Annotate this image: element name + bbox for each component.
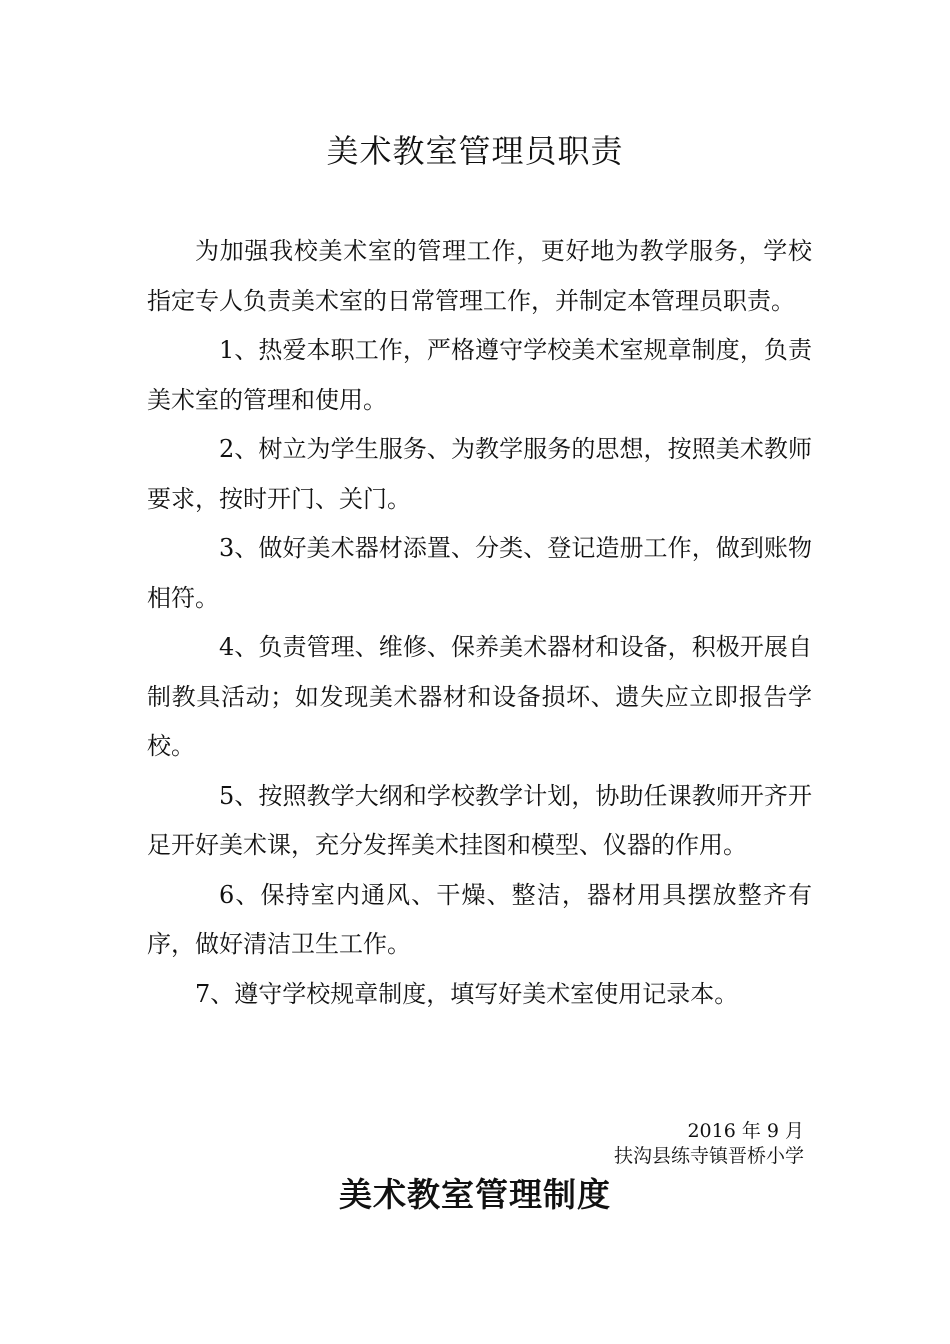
footer-date: 2016 年 9 月 xyxy=(687,1120,804,1142)
intro-paragraph: 为加强我校美术室的管理工作，更好地为教学服务，学校指定专人负责美术室的日常管理工作，并制定本管理员职责。 xyxy=(147,237,812,315)
document-body xyxy=(147,227,812,1019)
duty-item-2: 2、树立为学生服务、为教学服务的思想，按照美术教师要求，按时开门、关门。 xyxy=(147,435,812,513)
duty-item-4: 4、负责管理、维修、保养美术器材和设备，积极开展自制教具活动；如发现美术器材和设备损坏、遗失应立即报告学校。 xyxy=(147,633,812,760)
document-footer xyxy=(614,1119,804,1169)
footer-school: 扶沟县练寺镇晋桥小学 xyxy=(613,1145,804,1167)
duty-item-5: 5、按照教学大纲和学校教学计划，协助任课教师开齐开足开好美术课，充分发挥美术挂图和模型、仪器的作用。 xyxy=(147,781,812,859)
duty-item-1: 1、热爱本职工作，严格遵守学校美术室规章制度，负责美术室的管理和使用。 xyxy=(147,336,812,414)
duty-item-7: 7、遵守学校规章制度，填写好美术室使用记录本。 xyxy=(195,979,739,1008)
next-section-title: 美术教室管理制度 xyxy=(339,1175,611,1214)
document-title: 美术教室管理员职责 xyxy=(326,132,624,170)
duty-item-6: 6、保持室内通风、干燥、整洁，器材用具摆放整齐有序，做好清洁卫生工作。 xyxy=(147,880,812,958)
duty-item-3: 3、做好美术器材添置、分类、登记造册工作，做到账物相符。 xyxy=(147,534,812,612)
